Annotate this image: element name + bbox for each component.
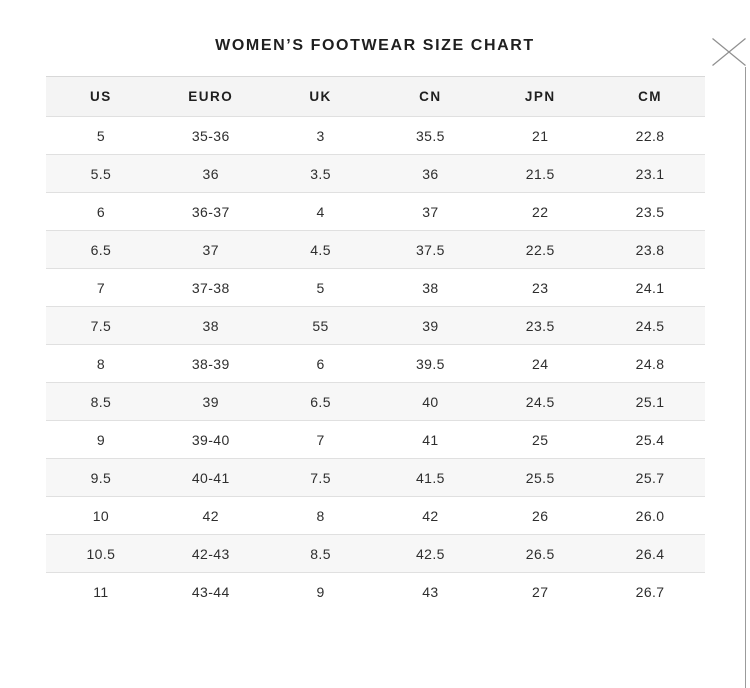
- column-header: EURO: [156, 77, 266, 117]
- size-cell: 8.5: [266, 535, 376, 573]
- column-header: JPN: [485, 77, 595, 117]
- table-row: [46, 307, 705, 345]
- size-cell: 43: [375, 573, 485, 611]
- size-cell: 25: [485, 421, 595, 459]
- size-cell: 23.5: [595, 193, 705, 231]
- size-cell: 8: [266, 497, 376, 535]
- size-cell: 25.5: [485, 459, 595, 497]
- size-cell: 21.5: [485, 155, 595, 193]
- size-cell: 9.5: [46, 459, 156, 497]
- size-cell: 4.5: [266, 231, 376, 269]
- size-cell: 23.1: [595, 155, 705, 193]
- size-cell: 41.5: [375, 459, 485, 497]
- size-cell: 37-38: [156, 269, 266, 307]
- table-row: [46, 459, 705, 497]
- size-cell: 42: [156, 497, 266, 535]
- size-cell: 21: [485, 117, 595, 155]
- size-cell: 26.5: [485, 535, 595, 573]
- table-row: [46, 535, 705, 573]
- modal-right-border: [745, 67, 746, 688]
- size-cell: 42: [375, 497, 485, 535]
- table-row: [46, 193, 705, 231]
- size-cell: 37: [156, 231, 266, 269]
- size-cell: 43-44: [156, 573, 266, 611]
- column-header: UK: [266, 77, 376, 117]
- close-icon: [712, 38, 746, 66]
- table-header: [46, 77, 705, 117]
- size-cell: 6: [266, 345, 376, 383]
- size-cell: 7.5: [266, 459, 376, 497]
- size-cell: 6.5: [266, 383, 376, 421]
- size-cell: 25.1: [595, 383, 705, 421]
- size-cell: 7: [266, 421, 376, 459]
- size-cell: 38: [156, 307, 266, 345]
- size-cell: 39: [375, 307, 485, 345]
- table-row: [46, 421, 705, 459]
- table-row: [46, 269, 705, 307]
- size-cell: 40: [375, 383, 485, 421]
- size-cell: 27: [485, 573, 595, 611]
- size-cell: 26.0: [595, 497, 705, 535]
- table-row: [46, 117, 705, 155]
- size-cell: 25.4: [595, 421, 705, 459]
- size-cell: 24: [485, 345, 595, 383]
- size-cell: 35.5: [375, 117, 485, 155]
- size-cell: 8.5: [46, 383, 156, 421]
- size-cell: 35-36: [156, 117, 266, 155]
- size-cell: 40-41: [156, 459, 266, 497]
- size-chart-modal: [0, 37, 750, 688]
- size-cell: 39-40: [156, 421, 266, 459]
- size-cell: 25.7: [595, 459, 705, 497]
- size-cell: 6.5: [46, 231, 156, 269]
- size-chart-table: [46, 76, 705, 611]
- size-cell: 36: [375, 155, 485, 193]
- size-cell: 23.8: [595, 231, 705, 269]
- size-cell: 38-39: [156, 345, 266, 383]
- size-cell: 23: [485, 269, 595, 307]
- size-cell: 26.7: [595, 573, 705, 611]
- table-row: [46, 383, 705, 421]
- size-cell: 24.1: [595, 269, 705, 307]
- size-cell: 7: [46, 269, 156, 307]
- size-cell: 8: [46, 345, 156, 383]
- size-cell: 9: [266, 573, 376, 611]
- size-cell: 5.5: [46, 155, 156, 193]
- size-cell: 23.5: [485, 307, 595, 345]
- size-cell: 4: [266, 193, 376, 231]
- table-body: [46, 117, 705, 611]
- size-cell: 39.5: [375, 345, 485, 383]
- size-cell: 26.4: [595, 535, 705, 573]
- table-row: [46, 573, 705, 611]
- column-header: CM: [595, 77, 705, 117]
- size-cell: 42.5: [375, 535, 485, 573]
- size-cell: 22.8: [595, 117, 705, 155]
- size-cell: 38: [375, 269, 485, 307]
- size-cell: 36-37: [156, 193, 266, 231]
- page-title: WOMEN’S FOOTWEAR SIZE CHART: [215, 37, 535, 54]
- size-cell: 9: [46, 421, 156, 459]
- table-row: [46, 155, 705, 193]
- table-row: [46, 231, 705, 269]
- size-cell: 37.5: [375, 231, 485, 269]
- size-cell: 37: [375, 193, 485, 231]
- size-cell: 3.5: [266, 155, 376, 193]
- column-header: US: [46, 77, 156, 117]
- close-button[interactable]: [711, 37, 747, 67]
- table-row: [46, 497, 705, 535]
- size-cell: 5: [46, 117, 156, 155]
- size-cell: 10.5: [46, 535, 156, 573]
- size-cell: 39: [156, 383, 266, 421]
- size-cell: 26: [485, 497, 595, 535]
- size-cell: 24.8: [595, 345, 705, 383]
- size-cell: 10: [46, 497, 156, 535]
- size-cell: 5: [266, 269, 376, 307]
- size-cell: 55: [266, 307, 376, 345]
- header-row: [46, 77, 705, 117]
- size-cell: 7.5: [46, 307, 156, 345]
- column-header: CN: [375, 77, 485, 117]
- size-cell: 22.5: [485, 231, 595, 269]
- size-cell: 41: [375, 421, 485, 459]
- size-cell: 24.5: [595, 307, 705, 345]
- size-cell: 11: [46, 573, 156, 611]
- size-cell: 42-43: [156, 535, 266, 573]
- size-cell: 24.5: [485, 383, 595, 421]
- size-cell: 22: [485, 193, 595, 231]
- size-cell: 6: [46, 193, 156, 231]
- table-row: [46, 345, 705, 383]
- size-cell: 3: [266, 117, 376, 155]
- size-cell: 36: [156, 155, 266, 193]
